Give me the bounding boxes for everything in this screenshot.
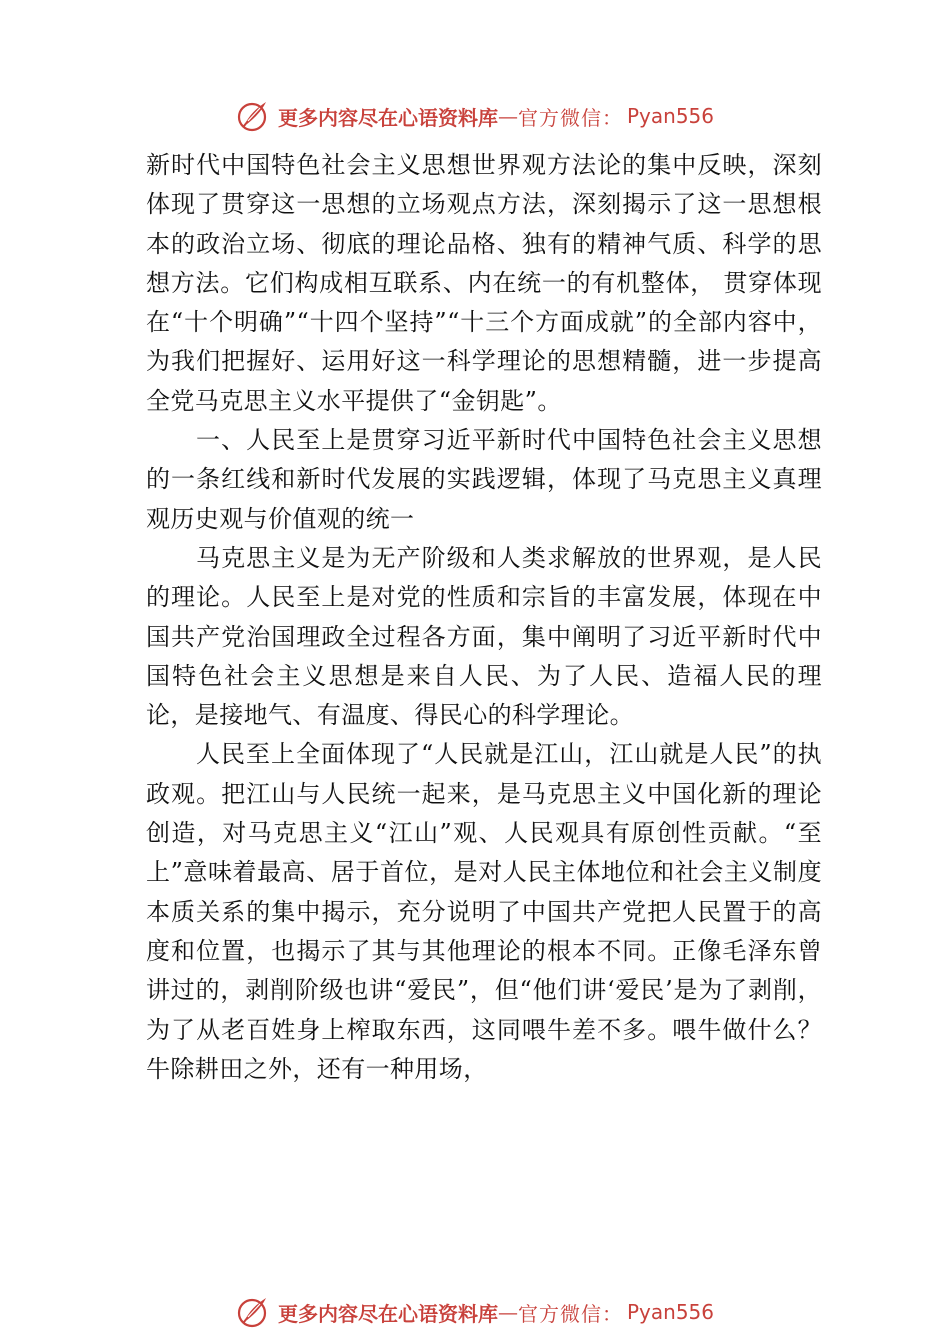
document-body bbox=[146, 146, 822, 1089]
banner-wechat-label: 官方微信： bbox=[518, 105, 623, 130]
section-heading: 一、人民至上是贯穿习近平新时代中国特色社会主义思想的一条红线和新时代发展的实践逻辑，体现了马克思主义真理观历史观与价值观的统一 bbox=[146, 426, 822, 533]
paragraph-3: 人民至上全面体现了“人民就是江山，江山就是人民”的执政观。把江山与人民统一起来，是马克思主义中国化新的理论创造，对马克思主义“江山”观、人民观具有原创性贡献。“至上”意味着最高、居于首位，是对人民主体地位和社会主义制度本质关系的集中揭示，充分说明了中国共产党把人民置于的高度和位置，也揭示了其与其他理论的根本不同。正像毛泽东曾讲过的，剥削阶级也讲“爱民”，但“他们讲‘爱民’是为了剥削，为了从老百姓身上榨取东西，这同喂牛差不多。喂牛做什么？牛除耕田之外，还有一种用场， bbox=[146, 740, 822, 1083]
footer-banner-title: 更多内容尽在心语资料库 bbox=[278, 1301, 498, 1326]
footer-banner-dash: — bbox=[498, 1300, 518, 1324]
footer-banner-wechat-label: 官方微信： bbox=[518, 1301, 623, 1326]
footer-banner bbox=[0, 1292, 950, 1332]
banner-title: 更多内容尽在心语资料库 bbox=[278, 105, 498, 130]
paragraph-2: 马克思主义是为无产阶级和人类求解放的世界观，是人民的理论。人民至上是对党的性质和宗旨的丰富发展，体现在中国共产党治国理政全过程各方面，集中阐明了习近平新时代中国特色社会主义思想是来自人民、为了人民、造福人民的理论，是接地气、有温度、得民心的科学理论。 bbox=[146, 543, 822, 730]
footer-banner-wechat-id: Pyan556 bbox=[627, 1300, 715, 1324]
paragraph-1: 新时代中国特色社会主义思想世界观方法论的集中反映，深刻体现了贯穿这一思想的立场观点方法，深刻揭示了这一思想根本的政治立场、彻底的理论品格、独有的精神气质、科学的思想方法。它们构成相互联系、内在统一的有机整体， 贯穿体现在“十个明确”“十四个坚持”“十三个方面成就”的全部内容中，为我们把握好、运用好这一科学理论的思想精髓，进一步提高全党马克思主义水平提供了“金钥匙”。 bbox=[146, 151, 822, 415]
banner-wechat-id: Pyan556 bbox=[627, 104, 715, 128]
banner-dash: — bbox=[498, 104, 518, 128]
quill-logo-icon bbox=[236, 99, 270, 133]
header-banner bbox=[0, 96, 950, 136]
quill-logo-icon bbox=[236, 1295, 270, 1329]
